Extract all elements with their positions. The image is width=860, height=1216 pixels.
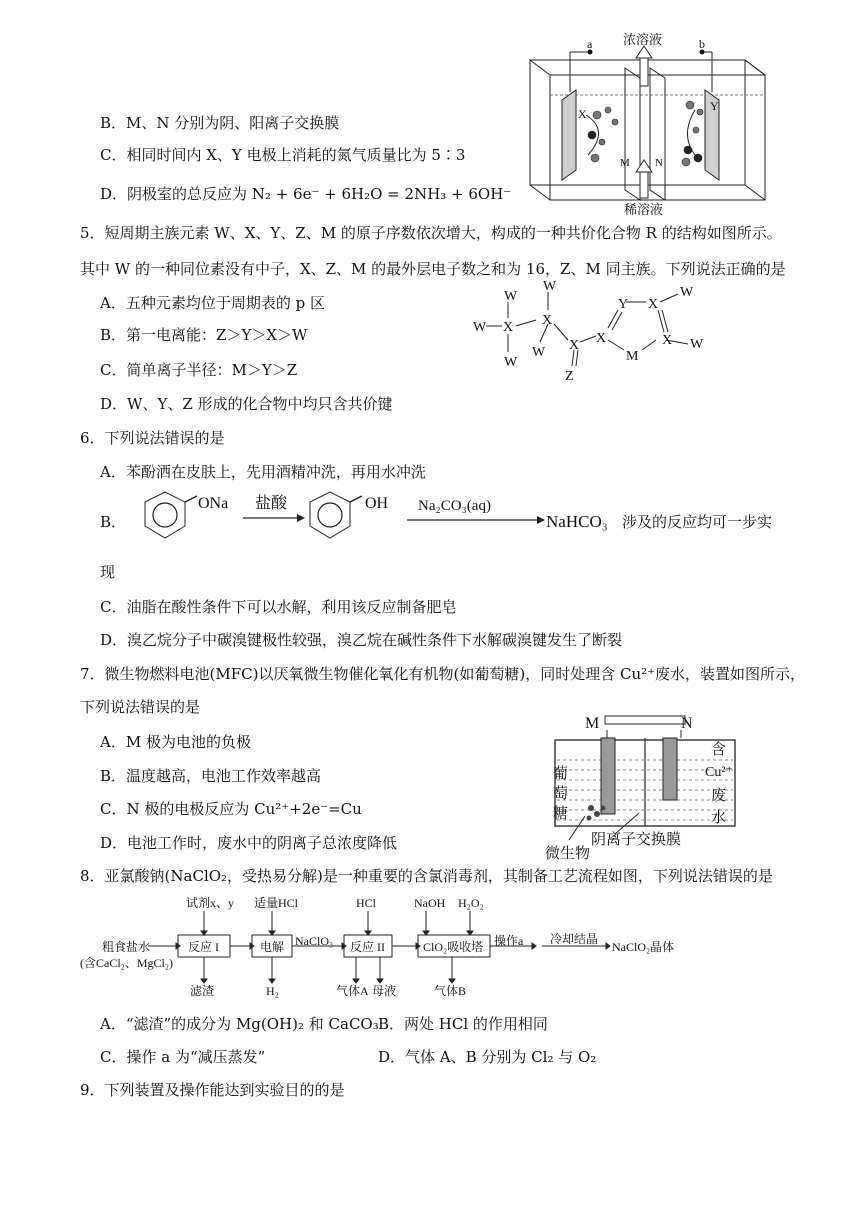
svg-text:W: W bbox=[504, 355, 518, 370]
q8-feed-line1: 粗食盐水 bbox=[102, 940, 151, 954]
q8-option-a: A．“滤渣”的成分为 Mg(OH)₂ 和 CaCO₃ bbox=[100, 1015, 379, 1033]
q8-intermediate: NaClO₃ bbox=[295, 934, 334, 948]
q5-option-a: A．五种元素均位于周期表的 p 区 bbox=[100, 294, 325, 312]
q6-option-a: A．苯酚洒在皮肤上，先用酒精冲洗，再用水冲洗 bbox=[100, 463, 426, 481]
q6-product: NaHCO₃ bbox=[546, 512, 608, 531]
q7-label-waste-2: Cu²⁺ bbox=[705, 765, 733, 780]
q8-option-d: D．气体 A、B 分别为 Cl₂ 与 O₂ bbox=[378, 1048, 597, 1066]
q6-option-b-tail2: 现 bbox=[100, 563, 116, 581]
q6-option-c: C．油脂在酸性条件下可以水解，利用该反应制备肥皂 bbox=[100, 598, 457, 616]
q8-operation-a: 操作a bbox=[494, 934, 524, 948]
q6-option-b-label: B． bbox=[100, 513, 127, 531]
svg-text:X: X bbox=[662, 333, 673, 348]
svg-text:W: W bbox=[680, 285, 694, 300]
svg-text:M: M bbox=[626, 349, 639, 364]
q4-label-x: X bbox=[578, 107, 587, 121]
q4-option-c: C．相同时间内 X、Y 电极上消耗的氮气质量比为 5∶3 bbox=[100, 146, 466, 164]
q8-option-c: C．操作 a 为“减压蒸发” bbox=[100, 1048, 266, 1066]
q6-reactant-ona: ONa bbox=[198, 495, 229, 512]
q7-option-c: C．N 极的电极反应为 Cu²⁺+2e⁻=Cu bbox=[100, 800, 362, 818]
svg-text:Z: Z bbox=[565, 369, 574, 384]
q7-label-glucose-2: 萄 bbox=[553, 786, 569, 802]
q7-option-b: B．温度越高，电池工作效率越高 bbox=[100, 767, 322, 785]
q8-box-reaction-2-label: 反应 II bbox=[350, 940, 385, 954]
q4-label-y: Y bbox=[710, 99, 719, 113]
q8-product: NaClO₂晶体 bbox=[612, 940, 675, 954]
q7-label-glucose-3: 糖 bbox=[553, 806, 569, 822]
q7-option-d: D．电池工作时，废水中的阴离子总浓度降低 bbox=[100, 834, 398, 852]
q4-label-b: b bbox=[699, 37, 705, 51]
svg-text:Y: Y bbox=[618, 297, 629, 312]
q7-label-glucose-1: 葡 bbox=[553, 766, 569, 782]
q7-label-m: M bbox=[585, 715, 600, 732]
q8-box-reaction-1-label: 反应 I bbox=[188, 940, 219, 954]
q4-label-a: a bbox=[587, 37, 593, 51]
q5-option-b: B．第一电离能：Z＞Y＞X＞W bbox=[100, 326, 308, 344]
q6-option-d: D．溴乙烷分子中碳溴键极性较强，溴乙烷在碱性条件下水解碳溴键发生了断裂 bbox=[100, 631, 623, 649]
q7-label-microbe: 微生物 bbox=[545, 846, 591, 862]
q7-label-waste-4: 水 bbox=[711, 810, 727, 826]
q5-option-c: C．简单离子半径：M＞Y＞Z bbox=[100, 361, 298, 379]
q4-label-dilute: 稀溶液 bbox=[624, 202, 664, 217]
q7-fuel-cell-figure bbox=[545, 708, 755, 868]
q8-out-mother-liquor: 母液 bbox=[372, 984, 397, 998]
q4-electrolysis-figure bbox=[520, 30, 780, 220]
q8-box-absorber-label: ClO₂吸收塔 bbox=[423, 940, 484, 954]
q8-input-naoh: NaOH bbox=[414, 896, 446, 910]
q7-option-a: A．M 极为电池的负极 bbox=[100, 733, 251, 751]
q8-input-hcl1: 适量HCl bbox=[254, 896, 299, 910]
q7-stem-line1: 7．微生物燃料电池(MFC)以厌氧微生物催化氧化有机物(如葡萄糖)，同时处理含 Cu²⁺废水，装置如图所示， bbox=[80, 665, 806, 683]
q8-input-h2o2: H₂O₂ bbox=[458, 896, 484, 910]
svg-text:W: W bbox=[504, 289, 518, 304]
q5-structure-figure bbox=[468, 280, 718, 390]
q8-option-b: B．两处 HCl 的作用相同 bbox=[378, 1015, 548, 1033]
svg-text:W: W bbox=[473, 320, 487, 335]
q6-arrow2-label: Na₂CO₃(aq) bbox=[418, 498, 491, 514]
q4-label-concentrated: 浓溶液 bbox=[623, 32, 663, 47]
q8-flowchart bbox=[80, 893, 760, 1003]
q8-out-h2: H₂ bbox=[266, 984, 279, 998]
svg-text:X: X bbox=[503, 320, 514, 335]
svg-text:X: X bbox=[569, 338, 580, 353]
q6-option-b-tail: 涉及的反应均可一步实 bbox=[622, 513, 773, 531]
q7-label-n: N bbox=[681, 715, 693, 732]
q8-feed-line2: (含CaCl₂、MgCl₂) bbox=[80, 956, 174, 970]
svg-text:W: W bbox=[543, 279, 557, 294]
svg-text:W: W bbox=[532, 345, 546, 360]
svg-text:W: W bbox=[690, 337, 704, 352]
q6-arrow1-label: 盐酸 bbox=[255, 495, 288, 512]
q4-label-n: N bbox=[655, 157, 663, 169]
q4-option-d: D．阴极室的总反应为 N₂ + 6e⁻ + 6H₂O = 2NH₃ + 6OH⁻ bbox=[100, 185, 512, 203]
svg-text:X: X bbox=[648, 297, 659, 312]
q8-cooling: 冷却结晶 bbox=[550, 932, 599, 946]
q7-label-waste-1: 含 bbox=[711, 742, 727, 758]
q5-option-d: D．W、Y、Z 形成的化合物中均只含共价键 bbox=[100, 395, 393, 413]
q8-out-gas-a: 气体A bbox=[336, 984, 369, 998]
svg-text:X: X bbox=[596, 331, 607, 346]
svg-text:X: X bbox=[542, 313, 553, 328]
q8-input-reagents: 试剂x、y bbox=[186, 896, 235, 910]
q8-input-hcl2: HCl bbox=[356, 896, 377, 910]
q8-out-gas-b: 气体B bbox=[434, 984, 467, 998]
q4-label-m: M bbox=[620, 157, 630, 169]
q5-stem-line2: 其中 W 的一种同位素没有中子，X、Z、M 的最外层电子数之和为 16，Z、M 同主族。下列说法正确的是 bbox=[80, 260, 786, 278]
q6-reaction-scheme bbox=[125, 490, 625, 552]
q7-stem-line2: 下列说法错误的是 bbox=[80, 698, 201, 716]
q6-intermediate-oh: OH bbox=[365, 495, 389, 512]
q6-stem: 6．下列说法错误的是 bbox=[80, 429, 225, 447]
q4-option-b: B．M、N 分别为阴、阳离子交换膜 bbox=[100, 114, 340, 132]
q8-stem: 8．亚氯酸钠(NaClO₂，受热易分解)是一种重要的含氯消毒剂，其制备工艺流程如图，下列说法错误的是 bbox=[80, 867, 773, 885]
q8-out-residue: 滤渣 bbox=[190, 984, 215, 998]
q9-stem: 9．下列装置及操作能达到实验目的的是 bbox=[80, 1081, 345, 1099]
q5-stem-line1: 5．短周期主族元素 W、X、Y、Z、M 的原子序数依次增大，构成的一种共价化合物 R 的结构如图所示。 bbox=[80, 224, 782, 242]
q7-label-membrane: 阴离子交换膜 bbox=[591, 832, 682, 848]
q7-label-waste-3: 废 bbox=[711, 788, 727, 804]
q8-box-electrolysis-label: 电解 bbox=[260, 940, 285, 954]
